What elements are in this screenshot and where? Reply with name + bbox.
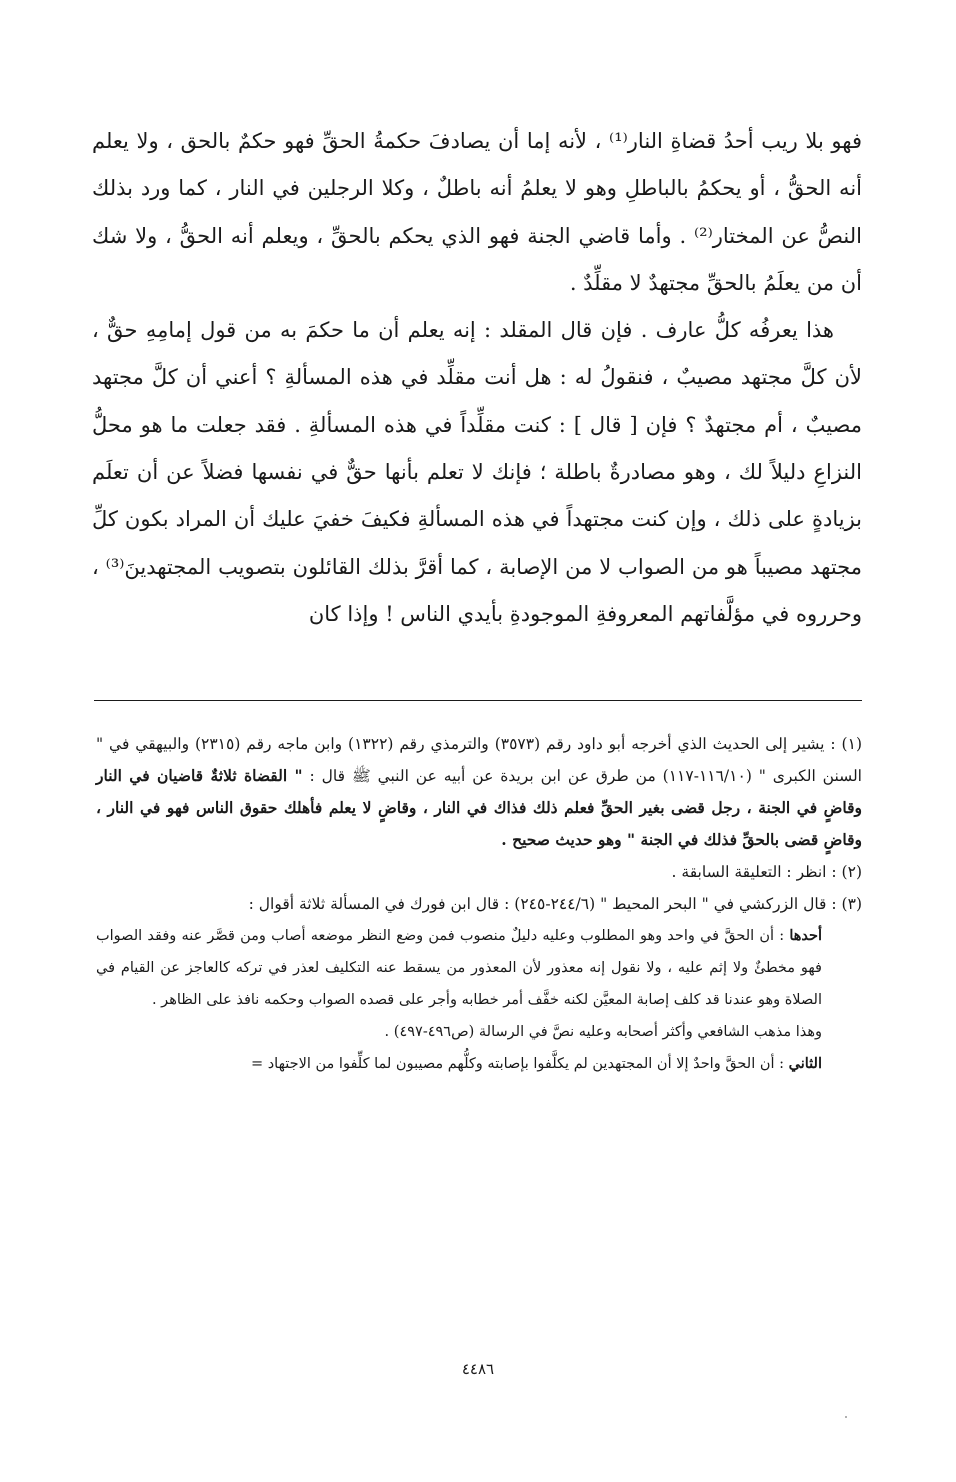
footnote-2-text: انظر : التعليقة السابقة . xyxy=(671,863,827,881)
footnote-3-second-label: الثاني xyxy=(788,1055,822,1072)
footnote-3-number: (٣) : xyxy=(831,895,862,913)
scan-speck xyxy=(845,1416,847,1418)
footnote-3-second-opinion xyxy=(96,1048,862,1080)
footnote-2-number: (٢) : xyxy=(831,863,862,881)
footnote-3-first-text: : أن الحقَّ في واحد وهو المطلوب وعليه دليلٌ منصوب فمن وضع النظر موضعه أصاب ومن قصَّر عنه وفقد الصواب فهو مخطئٌ ولا إثم عليه ، ولا نقول إنه معذور لأن المعذور من يسقط عنه التكليف لعذر في تركه كالعاجز عن القيام في الصلاة وهو عندنا قد كلف إصابة المعيَّن لكنه خفَّف أمر خطابه وأجر على قصده الصواب وحكمه نافذ على الظاهر . xyxy=(96,928,822,1008)
footnote-1-hadith-text: " القضاة ثلاثةٌ قاضيان في النار وقاضٍ في الجنة ، رجل قضى بغير الحقِّ فعلم ذلك فذاك في النار ، وقاضٍ لا يعلم فأهلك حقوق الناس فهو في النار ، وقاضٍ قضى بالحقِّ فذلك في الجنة " وهو حديث صحيح . xyxy=(96,766,862,849)
footnote-3-madhhab: وهذا مذهب الشافعي وأكثر أصحابه وعليه نصَّ في الرسالة (ص٤٩٦-٤٩٧) . xyxy=(384,1024,822,1040)
page-number: ٤٤٨٦ xyxy=(461,1360,495,1378)
footnote-2 xyxy=(96,856,862,888)
footnote-1-text: يشير إلى الحديث الذي أخرجه أبو داود رقم (٣٥٧٣) والترمذي رقم (١٣٢٢) وابن ماجه رقم (٢٣١٥) والبيهقي في " السنن الكبرى " (١١٦/١٠-١١٧) من طرق عن ابن بريدة عن أبيه عن النبي ﷺ قال : xyxy=(96,735,862,785)
footnote-3-text: قال الزركشي في " البحر المحيط " (٢٤٤/٦-٢٤٥) : قال ابن فورك في المسألة ثلاثة أقوال : xyxy=(248,895,827,913)
footnote-3 xyxy=(96,888,862,920)
footnote-3-first-opinion xyxy=(96,920,862,1016)
footnotes-section xyxy=(96,728,862,1080)
main-text-body xyxy=(92,118,862,638)
footnote-1 xyxy=(96,728,862,856)
footnote-separator xyxy=(94,700,862,701)
paragraph-2: هذا يعرفُه كلُّ عارف . فإن قال المقلد : إنه يعلم أن ما حكمَ به من قول إمامِهِ حقٌّ ، لأن كلَّ مجتهد مصيبٌ ، فنقولُ له : هل أنت مقلِّد في هذه المسألةِ ؟ أعني أن كلَّ مجتهد مصيبٌ ، أم مجتهدٌ ؟ فإن [ قال ] : كنت مقلِّداً في هذه المسألةِ . فقد جعلت ما هو محلُّ النزاعِ دليلاً لك ، وهو مصادرةٌ باطلة ؛ فإنك لا تعلم بأنها حقٌّ في نفسها فضلاً عن أن تعلَم بزيادةٍ على ذلك ، وإن كنت مجتهداً في هذه المسألةِ فكيفَ خفيَ عليك أن المراد بكون كلِّ مجتهد مصيباً هو من الصواب لا من الإصابة ، كما أقرَّ بذلك القائلون بتصويب المجتهدينَ⁽³⁾ ، وحرروه في مؤلَّفاتهم المعروفةِ الموجودةِ بأيدي الناس ! وإذا كان xyxy=(92,318,862,626)
footnote-3-first-label: أحدها xyxy=(789,927,822,944)
paragraph-1: فهو بلا ريب أحدُ قضاةِ النار⁽¹⁾ ، لأنه إما أن يصادفَ حكمةُ الحقِّ فهو حكمٌ بالحق ، ولا يعلم أنه الحقُّ ، أو يحكمُ بالباطلِ وهو لا يعلمُ أنه باطلٌ ، وكلا الرجلين في النار ، كما ورد بذلك النصُّ عن المختار⁽²⁾ . وأما قاضي الجنة فهو الذي يحكم بالحقِّ ، ويعلم أنه الحقُّ ، ولا شك أن من يعلَمُ بالحقِّ مجتهدٌ لا مقلِّدٌ . xyxy=(92,129,862,295)
footnote-1-number: (١) : xyxy=(830,735,862,753)
footnote-3-second-text: : أن الحقَّ واحدٌ إلا أن المجتهدين لم يكلَّفوا بإصابته وكلُّهم مصيبون لما كلِّفوا من الاجتهاد = xyxy=(250,1056,785,1072)
